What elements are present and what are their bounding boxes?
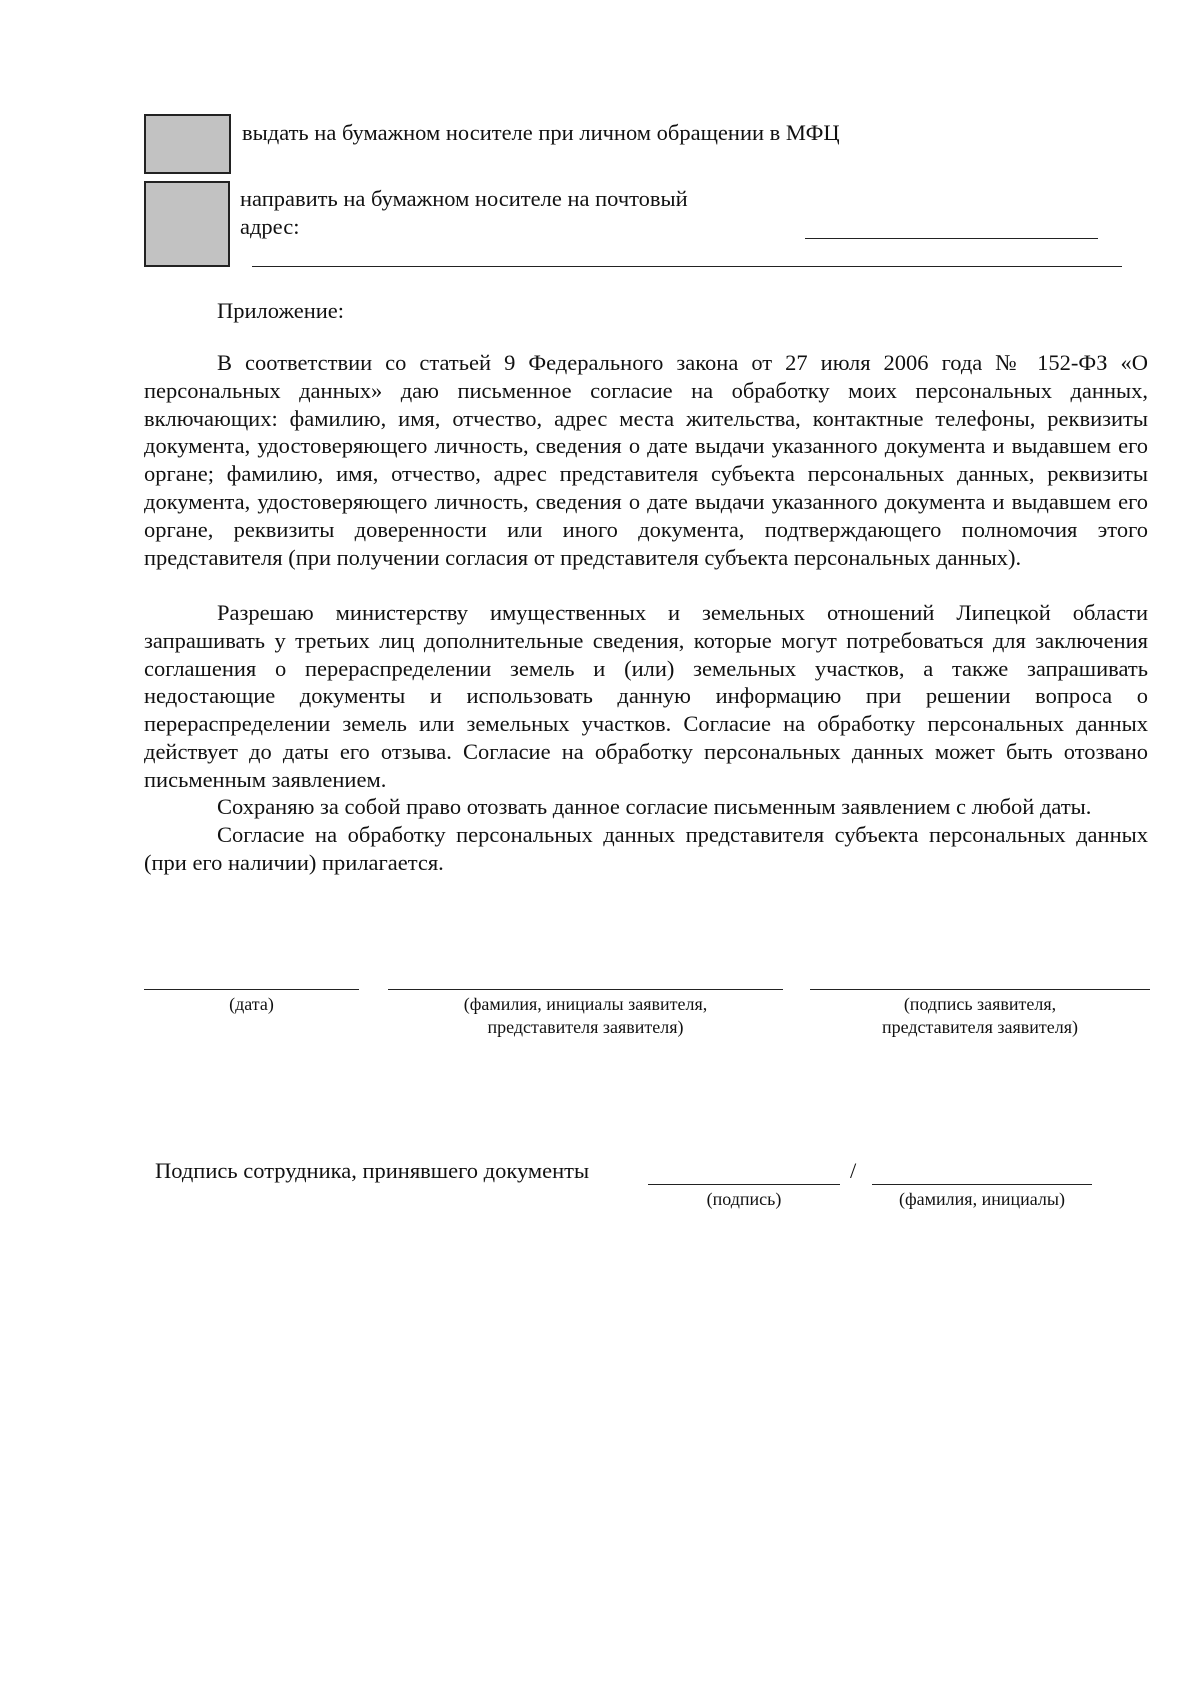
applicant-name-caption-line2: представителя заявителя) — [487, 1017, 684, 1037]
date-caption: (дата) — [229, 994, 274, 1014]
consent-paragraph-4: Согласие на обработку персональных данных представителя субъекта персональных данных (при его наличии) прилагается. — [144, 822, 1148, 875]
checkbox-send-by-mail[interactable] — [144, 181, 230, 267]
option-send-by-mail-label-line2: адрес: — [240, 214, 300, 239]
consent-paragraph-2: Разрешаю министерству имущественных и земельных отношений Липецкой области запрашивать у третьих лиц дополнительные сведения, которые могут потребоваться для заключения соглашения о перераспределении земель и (или) земельных участков, а также запрашивать недостающие документы и использовать данную информацию при решении вопроса о перераспределении земель или земельных участков. Согласие на обработку персональных данных действует до даты его отзыва. Согласие на обработку персональных данных может быть отозвано письменным заявлением. — [144, 600, 1148, 792]
applicant-signature-caption-line2: представителя заявителя) — [882, 1017, 1078, 1037]
employee-signature-label: Подпись сотрудника, принявшего документы — [155, 1158, 590, 1183]
date-field-line[interactable] — [144, 989, 359, 990]
applicant-signature-caption-line1: (подпись заявителя, — [903, 994, 1057, 1014]
employee-signature-field-line[interactable] — [648, 1184, 840, 1185]
option-send-by-mail-label-line1: направить на бумажном носителе на почтовый — [240, 186, 688, 211]
consent-paragraph-3: Сохраняю за собой право отозвать данное согласие письменным заявлением с любой даты. — [217, 794, 1092, 819]
signature-separator: / — [850, 1158, 857, 1183]
postal-address-field-line1[interactable] — [805, 238, 1098, 239]
applicant-name-field-line[interactable] — [388, 989, 783, 990]
employee-signature-caption: (подпись) — [706, 1189, 782, 1209]
option-issue-in-mfc-label: выдать на бумажном носителе при личном обращении в МФЦ — [242, 120, 840, 145]
employee-name-caption: (фамилия, инициалы) — [899, 1189, 1065, 1209]
attachment-heading: Приложение: — [217, 298, 345, 323]
employee-name-field-line[interactable] — [872, 1184, 1092, 1185]
consent-paragraph-1: В соответствии со статьей 9 Федерального закона от 27 июля 2006 года № 152-ФЗ «О персональных данных» даю письменное согласие на обработку моих персональных данных, включающих: фамилию, имя, отчество, адрес места жительства, контактные телефоны, реквизиты документа, удостоверяющего личность, сведения о дате выдачи указанного документа и выдавшем его органе; фамилию, имя, отчество, адрес представителя субъекта персональных данных, реквизиты документа, удостоверяющего личность, сведения о дате выдачи указанного документа и выдавшем его органе, реквизиты доверенности или иного документа, подтверждающего полномочия этого представителя (при получении согласия от представителя субъекта персональных данных). — [144, 350, 1148, 570]
applicant-signature-field-line[interactable] — [810, 989, 1150, 990]
applicant-name-caption-line1: (фамилия, инициалы заявителя, — [463, 994, 708, 1014]
postal-address-field-line2[interactable] — [252, 266, 1122, 267]
checkbox-issue-in-mfc[interactable] — [144, 114, 231, 174]
